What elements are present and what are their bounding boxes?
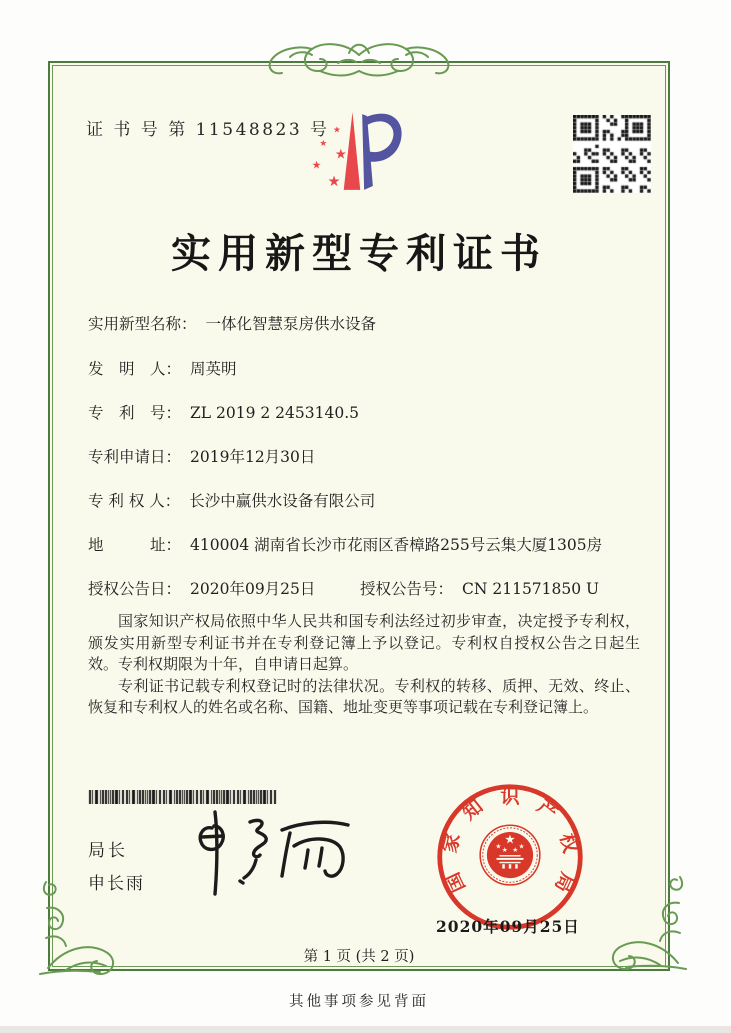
director-name: 申长雨: [88, 874, 145, 894]
back-note: 其他事项参见背面: [289, 994, 429, 1010]
svg-text:★: ★: [504, 831, 516, 847]
field-value: 410004 湖南省长沙市花雨区香樟路255号云集大厦1305房: [190, 536, 603, 554]
field-value: CN 211571850 U: [462, 580, 600, 598]
svg-text:★: ★: [319, 139, 328, 150]
official-seal-icon: [433, 780, 587, 934]
field-row-name: [88, 312, 648, 334]
seal-date: 2020年09月25日: [436, 917, 580, 936]
svg-text:识: 识: [500, 785, 520, 809]
qr-code: [573, 115, 651, 193]
field-value: 长沙中赢供水设备有限公司: [189, 492, 376, 510]
page-number: 第 1 页 (共 2 页): [303, 949, 415, 965]
field-label: 专 利 号：: [88, 404, 182, 422]
director-signature-icon: [182, 806, 367, 901]
legal-body-text: [88, 611, 640, 719]
svg-text:★: ★: [334, 146, 347, 163]
field-label: 地 址：: [88, 536, 182, 554]
field-label: 专 利 权 人：: [88, 492, 181, 510]
field-value: 一体化智慧泵房供水设备: [205, 315, 377, 333]
svg-text:★: ★: [501, 846, 508, 855]
certificate-number: 证 书 号 第 11548823 号: [86, 120, 330, 140]
field-row-address: [88, 533, 648, 555]
director-title: 局长: [88, 841, 128, 861]
field-row-inventor: [88, 357, 648, 379]
svg-text:国: 国: [440, 868, 470, 897]
svg-text:家: 家: [437, 831, 465, 856]
field-label: 授权公告日：: [88, 580, 182, 598]
body-paragraph-2: 专利证书记载专利权登记时的法律状况。专利权的转移、质押、无效、终止、恢复和专利权人的姓名或名称、国籍、地址变更等事项记载在专利登记簿上。: [88, 676, 640, 717]
field-row-grant-date: [88, 577, 648, 599]
svg-text:★: ★: [311, 158, 322, 172]
field-label: 实用新型名称：: [88, 315, 197, 333]
field-grant-publication-no: [360, 577, 599, 599]
field-label: 授权公告号：: [360, 580, 454, 598]
svg-text:★: ★: [495, 842, 502, 851]
cnipa-logo-icon: [300, 103, 402, 198]
field-row-patentee: [88, 489, 648, 511]
svg-text:知: 知: [457, 794, 488, 825]
svg-text:权: 权: [555, 831, 583, 856]
scan-edge-shadow: [0, 1026, 731, 1033]
svg-text:★: ★: [327, 172, 341, 190]
field-row-filing-date: [88, 445, 648, 467]
svg-text:★: ★: [518, 842, 525, 851]
certificate-title: 实用新型专利证书: [171, 230, 547, 277]
field-value: 周英明: [190, 360, 237, 378]
svg-text:★: ★: [332, 125, 341, 136]
field-value: 2020年09月25日: [190, 580, 316, 598]
field-label: 专利申请日：: [88, 448, 182, 466]
svg-text:★: ★: [512, 846, 519, 855]
barcode: [88, 790, 277, 804]
national-emblem-icon: [480, 825, 540, 885]
field-label: 发 明 人：: [88, 360, 182, 378]
field-row-patent-no: [88, 401, 648, 423]
svg-text:局: 局: [550, 868, 580, 897]
body-paragraph-1: 国家知识产权局依照中华人民共和国专利法经过初步审查，决定授予专利权，颁发实用新型专利证书并在专利登记簿上予以登记。专利权自授权公告之日起生效。专利权期限为十年，自申请日起算。: [88, 612, 640, 674]
field-value: 2019年12月30日: [190, 448, 316, 466]
field-value: ZL 2019 2 2453140.5: [190, 404, 359, 422]
svg-text:产: 产: [532, 794, 563, 825]
